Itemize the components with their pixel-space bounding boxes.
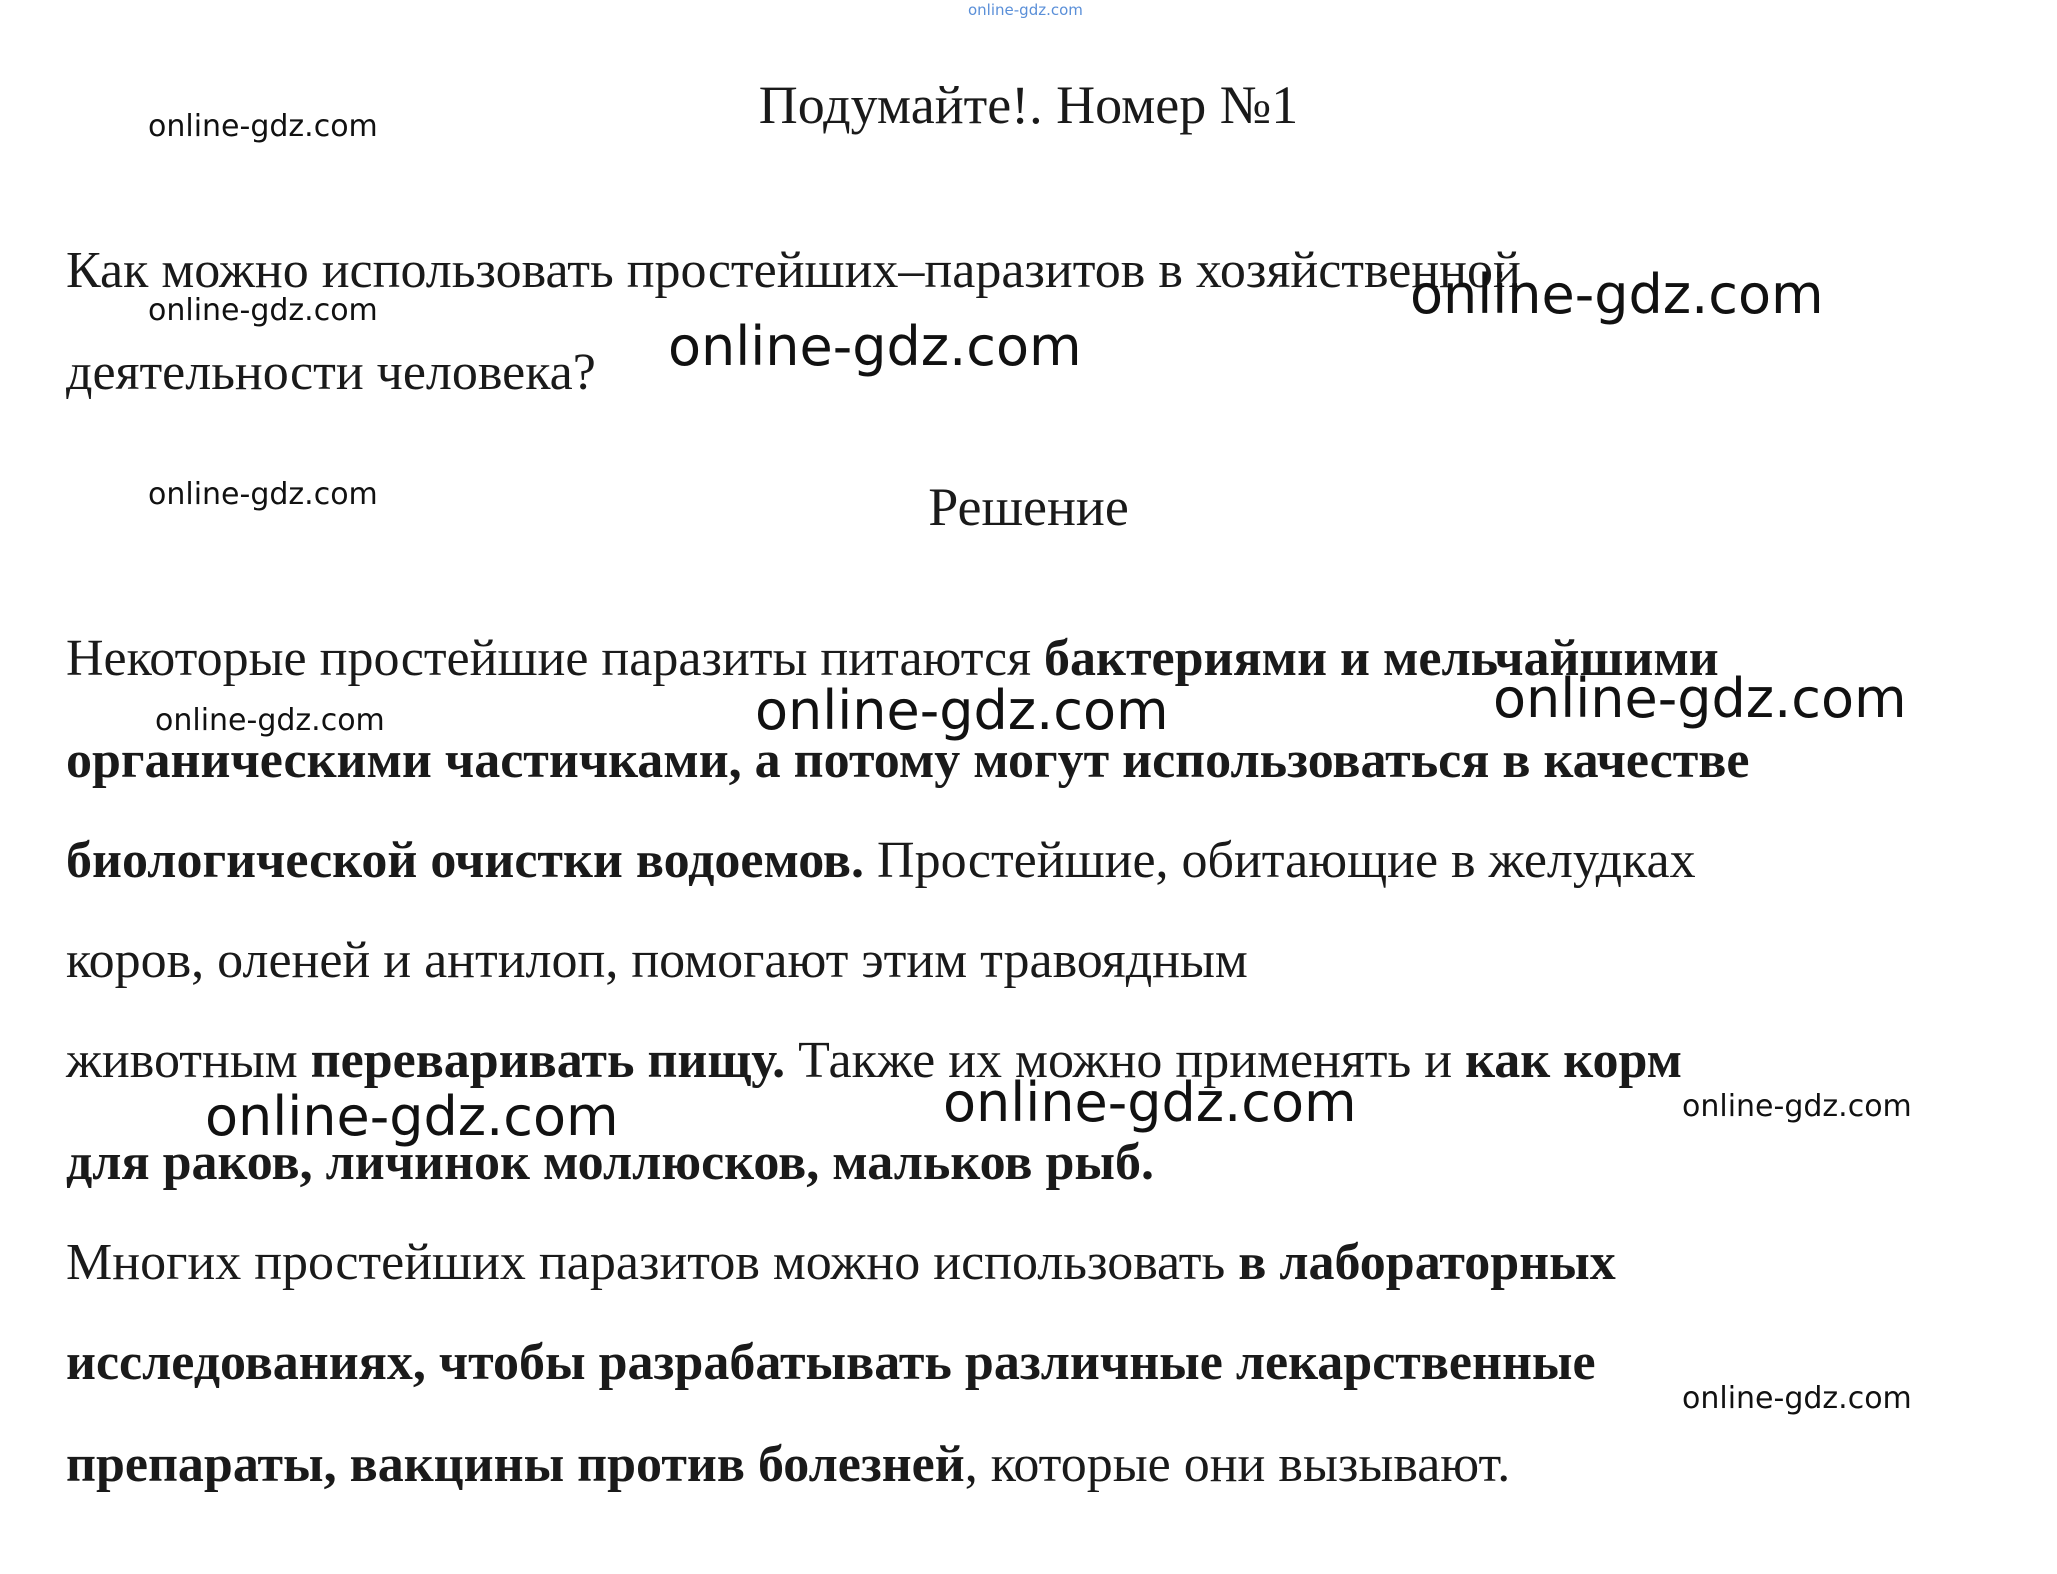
answer-text: Простейшие, обитающие в желудках [864,832,1696,889]
answer-bold: биологической очистки водоемов. [66,832,865,889]
answer-line-4 [66,910,2026,1012]
watermark: online-gdz.com [1682,1089,1912,1124]
watermark: online-gdz.com [148,293,378,328]
answer-text: коров, оленей и антилоп, помогают этим травоядным [66,932,1248,989]
answer-bold: бактериями и мельчайшими [1044,630,1719,687]
watermark: online-gdz.com [668,315,1082,378]
answer-text: , которые они вызывают. [964,1436,1511,1493]
page-title: Подумайте!. Номер №1 [758,75,1299,135]
watermark: online-gdz.com [1410,263,1824,326]
watermark: online-gdz.com [943,1071,1357,1134]
answer-text: животным [66,1032,311,1089]
watermark-top: online-gdz.com [968,1,1083,19]
watermark: online-gdz.com [148,477,378,512]
answer-text: Многих простейших паразитов можно использовать [66,1234,1239,1291]
question-line-2: деятельности человека? [66,344,596,401]
answer-bold: как корм [1465,1032,1683,1089]
answer-bold: препараты, вакцины против болезней [66,1436,965,1493]
question-line-1: Как можно использовать простейших–паразитов в хозяйственной [66,242,1521,299]
watermark: online-gdz.com [205,1085,619,1148]
answer-bold: для раков, личинок моллюсков, мальков рыб. [66,1134,1154,1191]
answer-line-9 [66,1414,2026,1516]
answer-bold: органическими частичками, а потому могут использоваться в качестве [66,732,1750,789]
watermark: online-gdz.com [1682,1381,1912,1416]
answer-text: Также их можно применять и [785,1032,1466,1089]
watermark: online-gdz.com [1493,667,1907,730]
answer-bold: исследованиях, чтобы разрабатывать различные лекарственные [66,1334,1596,1391]
answer-text: Некоторые простейшие паразиты питаются [66,630,1045,687]
answer-line-7 [66,1212,2026,1314]
watermark: online-gdz.com [155,703,385,738]
solution-heading: Решение [928,477,1129,537]
watermark: online-gdz.com [148,109,378,144]
answer-bold: переваривать пищу. [310,1032,786,1089]
watermark: online-gdz.com [755,679,1169,742]
answer-line-3 [66,810,2026,912]
answer-bold: в лабораторных [1238,1234,1616,1291]
